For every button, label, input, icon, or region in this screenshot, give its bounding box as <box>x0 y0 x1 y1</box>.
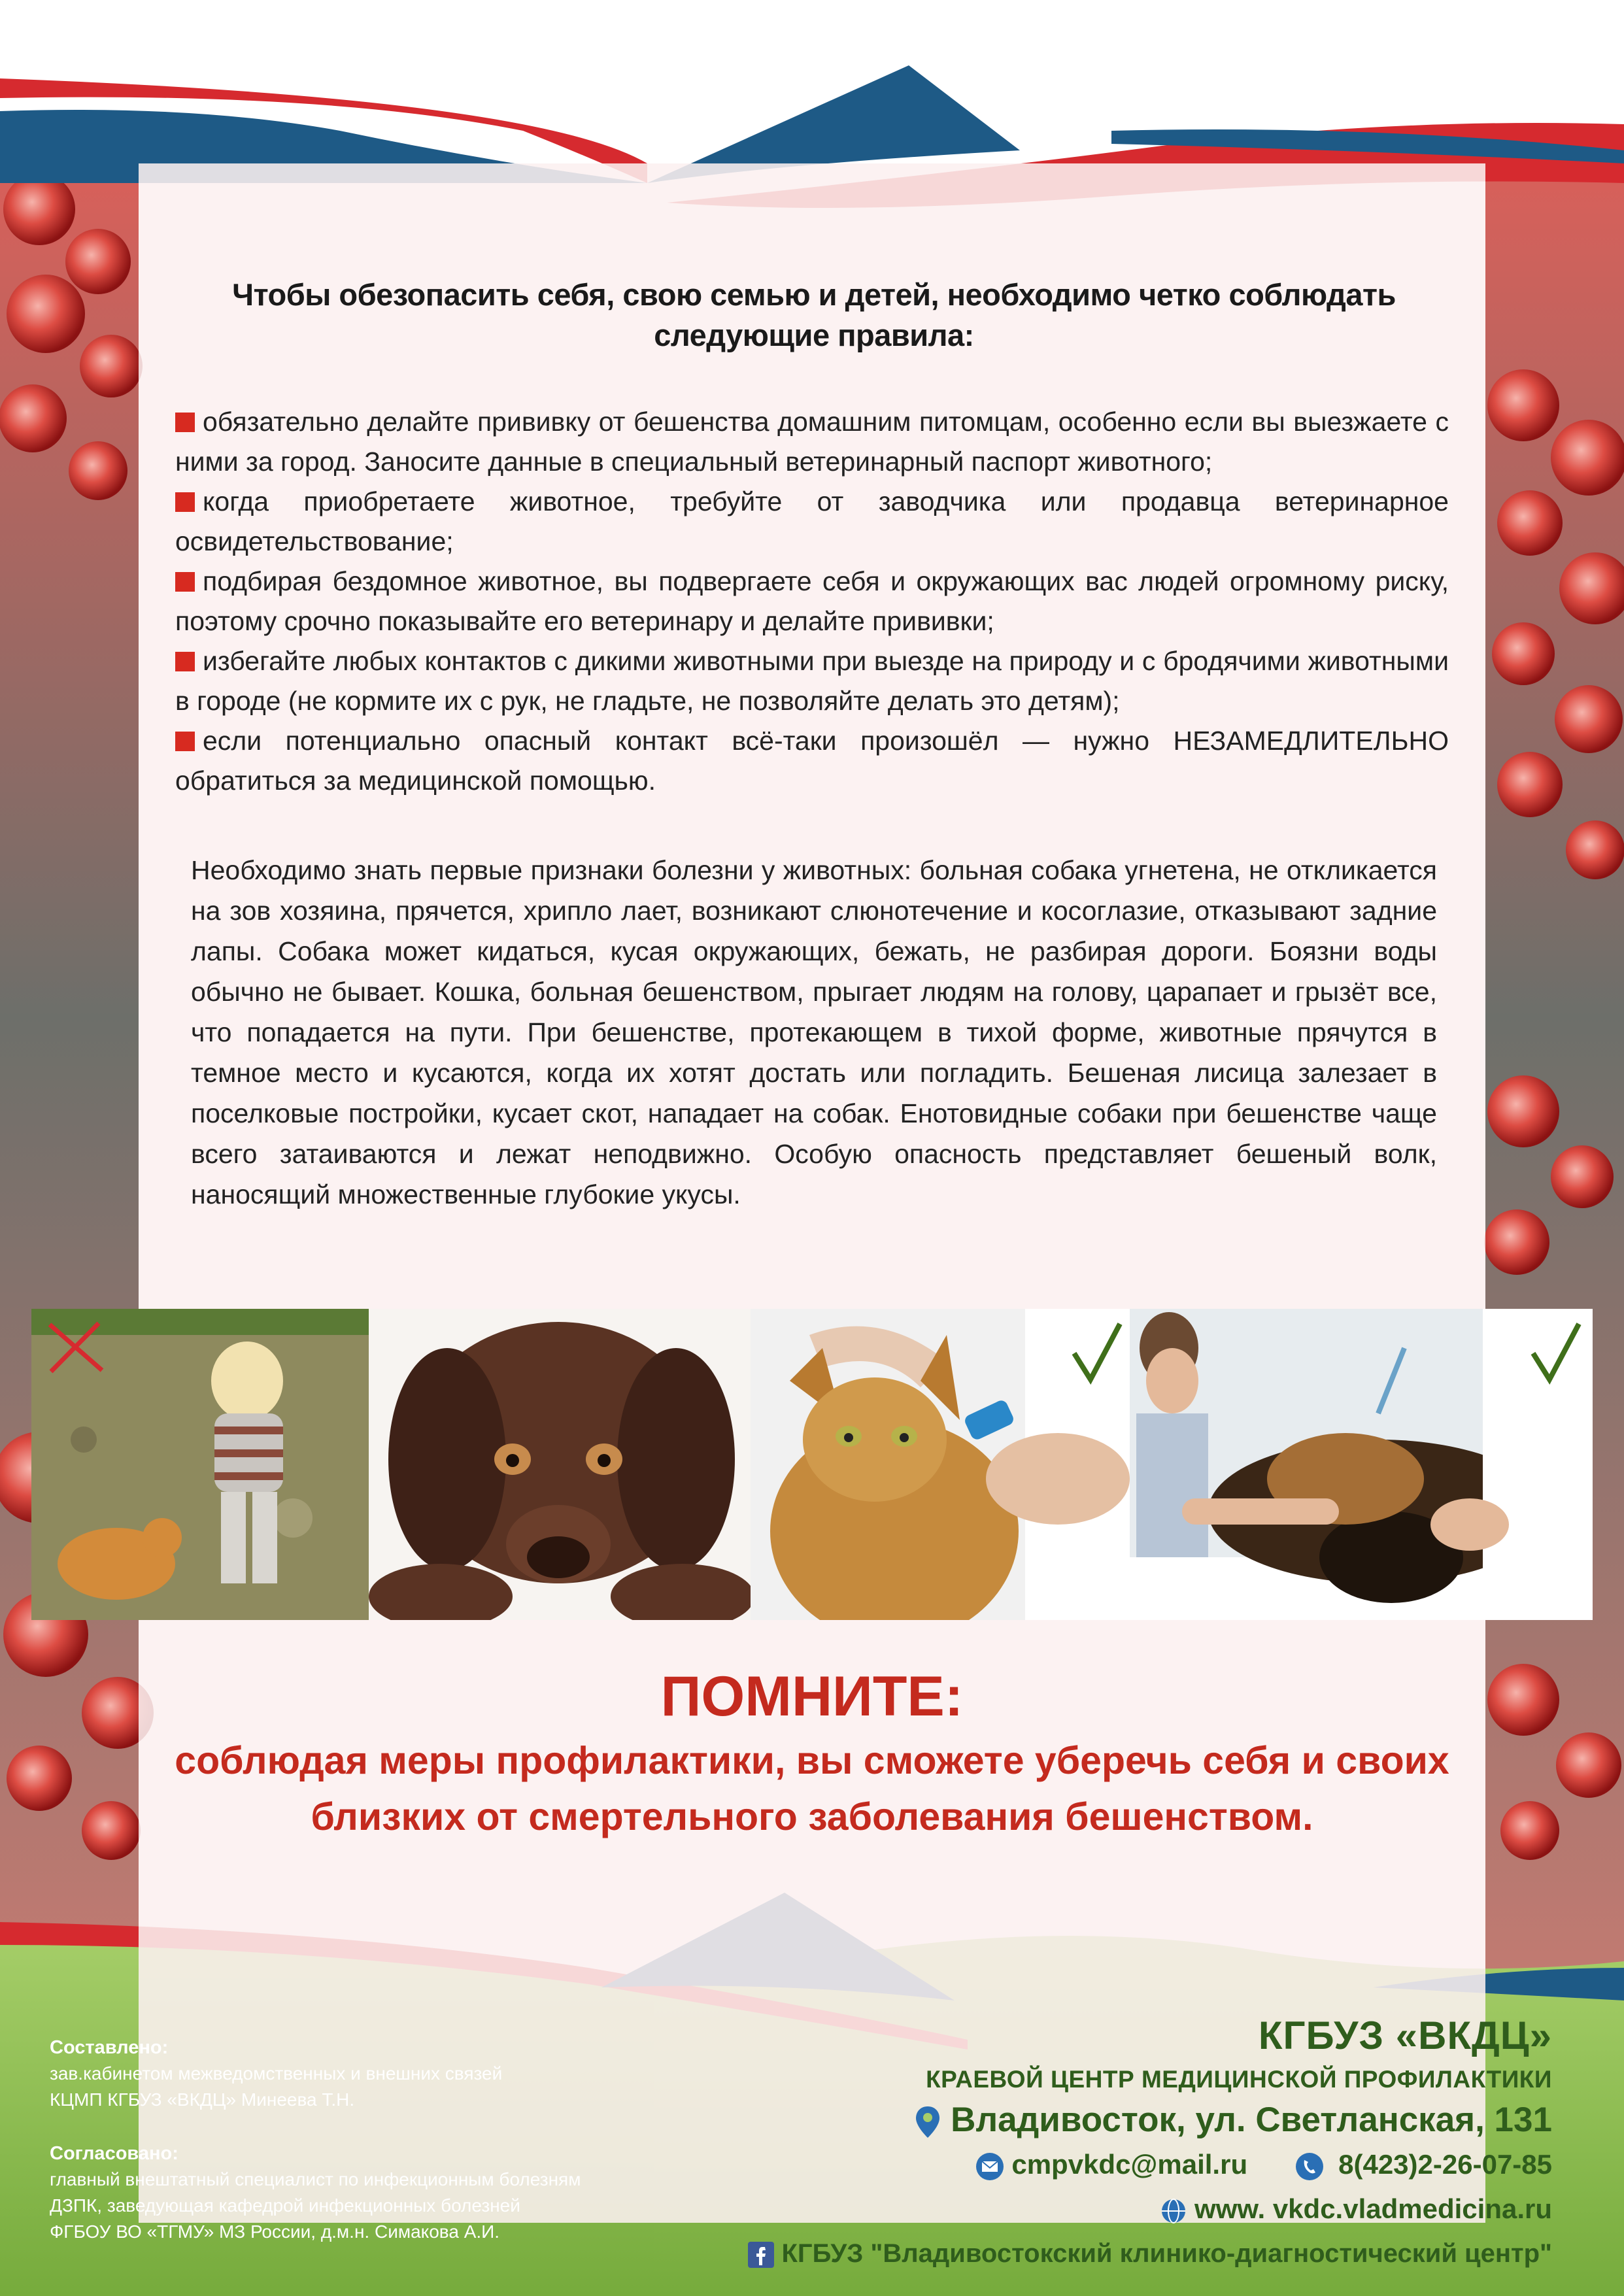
rules-list <box>175 402 1449 801</box>
rule-text: избегайте любых контактов с дикими животными при выезде на природу и с бродячими животными в городе (не кормите их с рук, не гладьте, не позволяйте делать это детям); <box>175 646 1449 716</box>
rule-item <box>175 641 1449 721</box>
website-row <box>571 2187 1552 2231</box>
remember-text: соблюдая меры профилактики, вы сможете уберечь себя и своих близких от смертельного заболевания бешенством. <box>175 1739 1449 1838</box>
organization-name: КГБУЗ «ВКДЦ» <box>1258 2014 1552 2057</box>
footer-contacts <box>571 2010 1552 2276</box>
rule-text: когда приобретаете животное, требуйте от заводчика или продавца ветеринарное освидетельствование; <box>175 486 1449 556</box>
photo-puppy <box>369 1309 751 1620</box>
facebook-icon <box>748 2242 774 2268</box>
check-icon <box>1071 1321 1123 1386</box>
agreed-line: ДЗПК, заведующая кафедрой инфекционных болезней <box>50 2195 520 2216</box>
agreed-line: главный внештатный специалист по инфекционным болезням <box>50 2169 581 2189</box>
photo-dog-vaccination <box>1130 1309 1593 1620</box>
cross-icon <box>43 1318 109 1377</box>
compiled-title: Составлено: <box>50 2037 169 2058</box>
square-bullet-icon <box>175 652 195 671</box>
photo-strip <box>31 1309 1593 1620</box>
social-link[interactable]: КГБУЗ "Владивостокский клинико-диагностический центр" <box>781 2239 1552 2268</box>
rule-text: подбирая бездомное животное, вы подвергаете себя и окружающих вас людей огромному риску, поэтому срочно показывайте его ветеринару и делайте прививки; <box>175 566 1449 636</box>
check-icon <box>1530 1321 1582 1386</box>
agreed-title: Согласовано: <box>50 2143 178 2164</box>
compiled-line: зав.кабинетом межведомственных и внешних связей <box>50 2063 503 2084</box>
remember-title: ПОМНИТЕ: <box>660 1665 964 1728</box>
email-phone-row <box>571 2142 1552 2187</box>
symptoms-paragraph: Необходимо знать первые признаки болезни у животных: больная собака угнетена, не откликается на зов хозяина, прячется, хрипло лает, возникают слюнотечение и косоглазие, отказывают задние лапы. Собака может кидаться, кусая окружающих, бежать, не разбирая дороги. Боязни воды обычно не бывает. Кошка, больная бешенством, прыгает людям на голову, царапает и грызёт все, что попадается на пути. При бешенстве, протекающем в тихой форме, животные прячутся в темное место и кусаются, когда их хотят достать или погладить. Бешеная лисица залезает в поселковые постройки, кусает скот, нападает на собак. Енотовидные собаки при бешенстве чаще всего затаиваются и лежат неподвижно. Особую опасность представляет бешеный волк, наносящий множественные глубокие укусы. <box>191 855 1437 1209</box>
organization-subtitle: КРАЕВОЙ ЦЕНТР МЕДИЦИНСКОЙ ПРОФИЛАКТИКИ <box>926 2066 1552 2093</box>
email-icon <box>975 2152 1004 2181</box>
rule-text: если потенциально опасный контакт всё-таки произошёл — нужно НЕЗАМЕДЛИТЕЛЬНО обратиться за медицинской помощью. <box>175 726 1449 796</box>
compiled-line: КЦМП КГБУЗ «ВКДЦ» Минеева Т.Н. <box>50 2089 355 2110</box>
address-row <box>571 2098 1552 2142</box>
photo-cat-vaccination <box>751 1309 1130 1620</box>
rule-item <box>175 721 1449 801</box>
address-text: Владивосток, ул. Светланская, 131 <box>951 2101 1552 2139</box>
rule-item <box>175 402 1449 482</box>
email-link[interactable]: cmpvkdc@mail.ru <box>1011 2149 1248 2180</box>
square-bullet-icon <box>175 572 195 592</box>
photo-child-with-cat <box>31 1309 369 1620</box>
square-bullet-icon <box>175 732 195 751</box>
square-bullet-icon <box>175 413 195 432</box>
page-heading: Чтобы обезопасить себя, свою семью и детей, необходимо четко соблюдать следующие правила: <box>232 277 1396 352</box>
rule-item <box>175 482 1449 562</box>
phone-icon <box>1295 2152 1324 2181</box>
website-link[interactable]: www. vkdc.vladmedicina.ru <box>1194 2193 1552 2224</box>
square-bullet-icon <box>175 492 195 512</box>
rule-text: обязательно делайте прививку от бешенства домашним питомцам, особенно если вы выезжаете с ними за город. Заносите данные в специальный ветеринарный паспорт животного; <box>175 407 1449 477</box>
rule-item <box>175 562 1449 641</box>
phone-text: 8(423)2-26-07-85 <box>1338 2149 1552 2180</box>
location-pin-icon <box>915 2105 941 2139</box>
social-row <box>571 2231 1552 2276</box>
globe-icon <box>1160 2198 1187 2224</box>
agreed-line: ФГБОУ ВО «ТГМУ» МЗ России, д.м.н. Симакова А.И. <box>50 2221 500 2242</box>
